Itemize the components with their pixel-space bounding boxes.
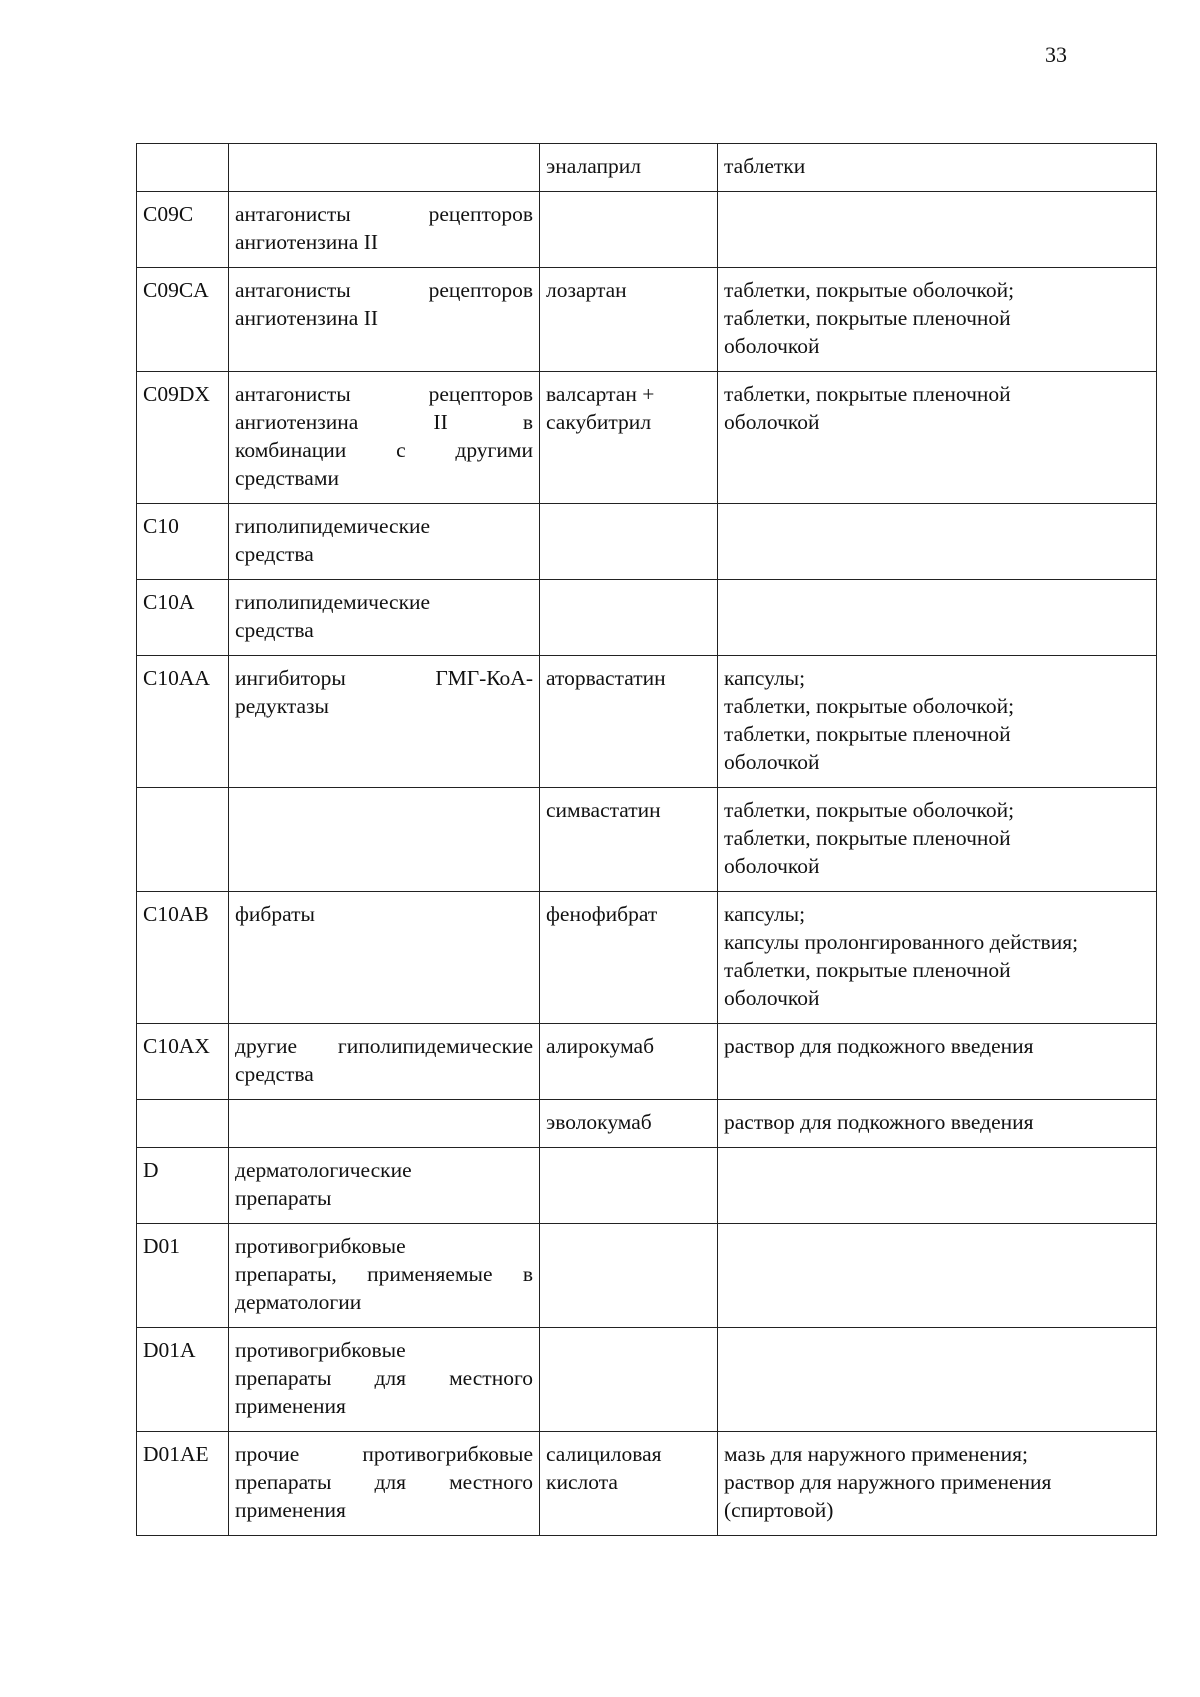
dosage-forms-cell <box>718 1024 1157 1100</box>
group-text-line: ангиотензина II в <box>235 410 533 434</box>
atc-code-cell: C09CA <box>137 268 229 372</box>
group-text-line: препараты <box>235 1186 332 1210</box>
table-row <box>137 1100 1157 1148</box>
dosage-form-line: таблетки, покрытые пленочной <box>724 826 1011 850</box>
table-body <box>137 144 1157 1536</box>
dosage-form-line: таблетки, покрытые пленочной <box>724 958 1011 982</box>
pharmacological-group-cell <box>229 656 540 788</box>
drug-name-cell <box>540 580 718 656</box>
group-text-line: редуктазы <box>235 694 329 718</box>
drug-name-cell <box>540 1432 718 1536</box>
pharmacological-group-cell <box>229 788 540 892</box>
dosage-form-line: мазь для наружного применения; <box>724 1442 1028 1466</box>
table-row <box>137 1148 1157 1224</box>
table-row <box>137 656 1157 788</box>
pharmacological-group-cell <box>229 144 540 192</box>
pharmacological-group-cell <box>229 1024 540 1100</box>
dosage-forms-cell <box>718 580 1157 656</box>
group-text-line: средства <box>235 618 314 642</box>
group-text-line: прочие противогрибковые <box>235 1442 533 1466</box>
table-row <box>137 268 1157 372</box>
dosage-form-line: оболочкой <box>724 986 820 1010</box>
dosage-form-line: таблетки, покрытые оболочкой; <box>724 278 1015 302</box>
drug-name-line: валсартан + <box>546 382 655 406</box>
group-text-line: противогрибковые <box>235 1234 406 1258</box>
dosage-forms-cell <box>718 192 1157 268</box>
drug-name-line: симвастатин <box>546 798 661 822</box>
group-text-line: препараты, применяемые в <box>235 1262 533 1286</box>
drug-name-line: аторвастатин <box>546 666 666 690</box>
dosage-forms-cell <box>718 1328 1157 1432</box>
dosage-forms-cell <box>718 372 1157 504</box>
dosage-forms-cell <box>718 268 1157 372</box>
dosage-form-line: таблетки, покрытые пленочной <box>724 306 1011 330</box>
pharmacological-group-cell <box>229 268 540 372</box>
group-text-line: противогрибковые <box>235 1338 406 1362</box>
dosage-form-line: раствор для наружного применения <box>724 1470 1052 1494</box>
pharmacological-group-cell <box>229 1328 540 1432</box>
atc-code-cell: C10AB <box>137 892 229 1024</box>
dosage-form-line: оболочкой <box>724 410 820 434</box>
group-text-line: средства <box>235 542 314 566</box>
table-row <box>137 192 1157 268</box>
dosage-forms-cell <box>718 788 1157 892</box>
atc-code-cell: D01A <box>137 1328 229 1432</box>
pharmacological-group-cell <box>229 1100 540 1148</box>
pharmacological-group-cell <box>229 1224 540 1328</box>
atc-code-cell: C10AA <box>137 656 229 788</box>
pharmacological-group-cell <box>229 192 540 268</box>
atc-code-cell: C09DX <box>137 372 229 504</box>
dosage-form-line: таблетки, покрытые оболочкой; <box>724 694 1015 718</box>
drug-name-line: фенофибрат <box>546 902 658 926</box>
group-text-line: дерматологические <box>235 1158 412 1182</box>
pharmacological-group-cell <box>229 372 540 504</box>
atc-code-cell: D01AE <box>137 1432 229 1536</box>
dosage-forms-cell <box>718 1148 1157 1224</box>
dosage-forms-cell <box>718 1100 1157 1148</box>
dosage-form-line: капсулы пролонгированного действия; <box>724 930 1079 954</box>
drug-name-line: лозартан <box>546 278 627 302</box>
drug-list-table <box>136 143 1157 1536</box>
dosage-form-line: капсулы; <box>724 902 806 926</box>
pharmacological-group-cell <box>229 1432 540 1536</box>
table-row <box>137 1024 1157 1100</box>
drug-name-line: эволокумаб <box>546 1110 652 1134</box>
group-text-line: фибраты <box>235 902 315 926</box>
dosage-form-line: капсулы; <box>724 666 806 690</box>
pharmacological-group-cell <box>229 892 540 1024</box>
drug-name-cell <box>540 144 718 192</box>
drug-name-cell <box>540 656 718 788</box>
dosage-form-line: раствор для подкожного введения <box>724 1110 1034 1134</box>
dosage-forms-cell <box>718 504 1157 580</box>
group-text-line: ангиотензина II <box>235 230 379 254</box>
table-row <box>137 1224 1157 1328</box>
atc-code-cell: C10AX <box>137 1024 229 1100</box>
atc-code-cell <box>137 144 229 192</box>
dosage-forms-cell <box>718 144 1157 192</box>
drug-name-cell <box>540 1328 718 1432</box>
dosage-forms-cell <box>718 1432 1157 1536</box>
group-text-line: средства <box>235 1062 314 1086</box>
drug-name-cell <box>540 504 718 580</box>
atc-code-cell: D <box>137 1148 229 1224</box>
drug-name-cell <box>540 1100 718 1148</box>
dosage-form-line: оболочкой <box>724 750 820 774</box>
atc-code-cell <box>137 788 229 892</box>
drug-name-line: эналаприл <box>546 154 641 178</box>
atc-code-cell: C09C <box>137 192 229 268</box>
page-number: 33 <box>1045 42 1067 67</box>
table-row <box>137 144 1157 192</box>
atc-code-cell: C10 <box>137 504 229 580</box>
group-text-line: комбинации с другими <box>235 438 533 462</box>
pharmacological-group-cell <box>229 580 540 656</box>
group-text-line: гиполипидемические <box>235 514 431 538</box>
group-text-line: средствами <box>235 466 339 490</box>
group-text-line: применения <box>235 1394 346 1418</box>
dosage-form-line: таблетки, покрытые оболочкой; <box>724 798 1015 822</box>
drug-name-line: алирокумаб <box>546 1034 655 1058</box>
group-text-line: антагонисты рецепторов <box>235 202 533 226</box>
table-row <box>137 580 1157 656</box>
drug-name-line: салициловая <box>546 1442 662 1466</box>
group-text-line: препараты для местного <box>235 1470 533 1494</box>
group-text-line: другие гиполипидемические <box>235 1034 533 1058</box>
dosage-forms-cell <box>718 656 1157 788</box>
dosage-form-line: таблетки, покрытые пленочной <box>724 382 1011 406</box>
drug-name-cell <box>540 268 718 372</box>
table-row <box>137 788 1157 892</box>
drug-name-cell <box>540 1024 718 1100</box>
drug-name-line: кислота <box>546 1470 618 1494</box>
group-text-line: антагонисты рецепторов <box>235 382 533 406</box>
dosage-forms-cell <box>718 892 1157 1024</box>
drug-name-cell <box>540 892 718 1024</box>
drug-name-cell <box>540 1224 718 1328</box>
atc-code-cell <box>137 1100 229 1148</box>
table-row <box>137 892 1157 1024</box>
table-row <box>137 1432 1157 1536</box>
dosage-form-line: оболочкой <box>724 854 820 878</box>
atc-code-cell: C10A <box>137 580 229 656</box>
table-row <box>137 504 1157 580</box>
drug-name-cell <box>540 788 718 892</box>
table-row <box>137 372 1157 504</box>
group-text-line: применения <box>235 1498 346 1522</box>
dosage-form-line: таблетки <box>724 154 806 178</box>
drug-name-line: сакубитрил <box>546 410 652 434</box>
group-text-line: ингибиторы ГМГ-КоА- <box>235 666 533 690</box>
table-row <box>137 1328 1157 1432</box>
group-text-line: гиполипидемические <box>235 590 431 614</box>
pharmacological-group-cell <box>229 504 540 580</box>
drug-name-cell <box>540 192 718 268</box>
atc-code-cell: D01 <box>137 1224 229 1328</box>
drug-name-cell <box>540 372 718 504</box>
group-text-line: антагонисты рецепторов <box>235 278 533 302</box>
dosage-form-line: таблетки, покрытые пленочной <box>724 722 1011 746</box>
dosage-form-line: (спиртовой) <box>724 1498 834 1522</box>
dosage-form-line: оболочкой <box>724 334 820 358</box>
dosage-forms-cell <box>718 1224 1157 1328</box>
group-text-line: дерматологии <box>235 1290 362 1314</box>
group-text-line: ангиотензина II <box>235 306 379 330</box>
dosage-form-line: раствор для подкожного введения <box>724 1034 1034 1058</box>
group-text-line: препараты для местного <box>235 1366 533 1390</box>
pharmacological-group-cell <box>229 1148 540 1224</box>
drug-name-cell <box>540 1148 718 1224</box>
